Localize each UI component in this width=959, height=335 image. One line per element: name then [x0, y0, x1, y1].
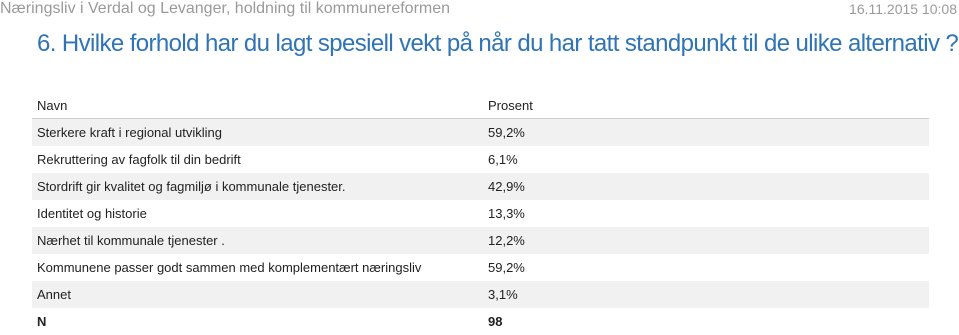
row-percent: 6,1% [488, 152, 518, 167]
total-value: 98 [488, 314, 503, 329]
row-name: Sterkere kraft i regional utvikling [32, 119, 483, 147]
table-row [32, 281, 929, 308]
column-header-percent: Prosent [483, 92, 929, 119]
total-row [32, 308, 929, 335]
page-header [0, 0, 959, 22]
row-percent: 12,2% [483, 227, 929, 254]
total-label: N [37, 314, 47, 329]
row-name: Stordrift gir kvalitet og fagmiljø i kommunale tjenester. [32, 173, 483, 200]
document-date: 16.11.2015 10:08 [849, 1, 957, 17]
row-name: Annet [32, 281, 483, 308]
table-row [32, 173, 929, 200]
row-percent: 13,3% [488, 206, 525, 221]
row-percent: 42,9% [483, 173, 929, 200]
table-row [32, 200, 929, 227]
table-row [32, 254, 929, 281]
row-percent: 3,1% [483, 281, 929, 308]
row-name: Nærhet til kommunale tjenester . [32, 227, 483, 254]
row-percent: 59,2% [483, 119, 929, 147]
table-row [32, 119, 929, 147]
table-header-row [32, 92, 929, 119]
table-row [32, 227, 929, 254]
table-row [32, 146, 929, 173]
results-table [32, 92, 929, 335]
document-title: Næringsliv i Verdal og Levanger, holdning til kommunereformen [0, 0, 451, 17]
column-header-name: Navn [32, 92, 483, 119]
row-percent: 59,2% [488, 260, 525, 275]
row-name: Identitet og historie [37, 206, 147, 221]
question-heading: 6. Hvilke forhold har du lagt spesiell vekt på når du har tatt standpunkt til de ulike alternativ ? [37, 30, 959, 57]
row-name: Kommunene passer godt sammen med komplementært næringsliv [37, 260, 422, 275]
row-name: Rekruttering av fagfolk til din bedrift [37, 152, 241, 167]
